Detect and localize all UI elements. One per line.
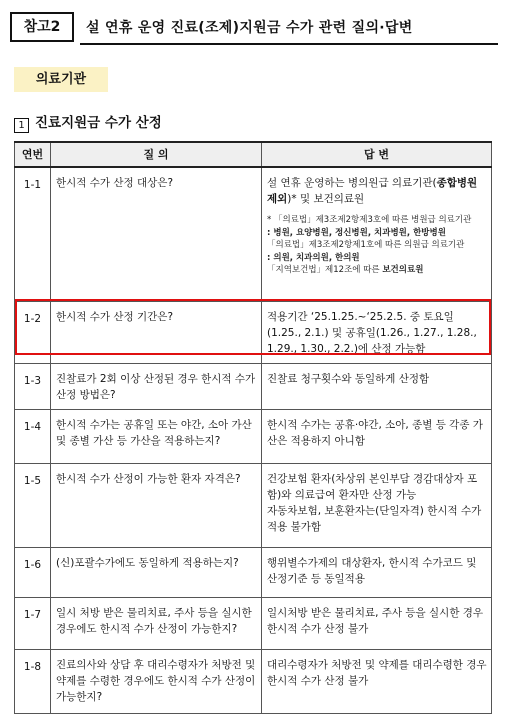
subsection-number-box: 1: [14, 118, 29, 133]
document-title: 설 연휴 운영 진료(조제)지원금 수가 관련 질의·답변: [86, 20, 413, 36]
header-question: 질 의: [51, 142, 262, 167]
table-row: [15, 463, 492, 547]
question-cell: 일시 처방 받은 물리치료, 주사 등을 실시한 경우에도 한시적 수가 산정이 가능한지?: [51, 597, 262, 649]
highlight-box: [15, 299, 491, 355]
table-row: [15, 649, 492, 713]
subsection-title-text: 진료지원금 수가 산정: [35, 115, 162, 131]
question-cell: 한시적 수가는 공휴일 또는 야간, 소아 가산 및 종별 가산 등 가산을 적용하는지?: [51, 409, 262, 463]
answer-cell: 행위별수가제의 대상환자, 한시적 수가코드 및 산정기준 등 동일적용: [262, 547, 492, 597]
row-number: 1-1: [15, 167, 51, 301]
table-row: [15, 409, 492, 463]
row-number: 1-8: [15, 649, 51, 713]
subsection-title: [14, 111, 162, 133]
answer-cell: 적용기간 ‘25.1.25.~‘25.2.5. 중 토요일(1.25., 2.1.) 및 공휴일(1.26., 1.27., 1.28., 1.29., 1.30., 2.2.)에 산정 가능함: [262, 301, 492, 363]
header-number: 연번: [15, 142, 51, 167]
question-cell: 한시적 수가 산정 기간은?: [51, 301, 262, 363]
answer-text: 설 연휴 운영하는 병의원급 의료기관(종합병원 제외)* 및 보건의료원: [267, 177, 478, 205]
answer-text: 건강보험 환자(차상위 본인부담 경감대상자 포함)와 의료급여 환자만 산정 가능: [267, 472, 478, 501]
answer-cell: 한시적 수가는 공휴·야간, 소아, 종별 등 각종 가산은 적용하지 아니함: [262, 409, 492, 463]
question-cell: (신)포괄수가에도 동일하게 적용하는지?: [51, 547, 262, 597]
table-row: [15, 363, 492, 409]
row-number: 1-5: [15, 463, 51, 547]
answer-text: 자동차보험, 보훈환자는(단일자격) 한시적 수가 적용 불가함: [267, 504, 482, 533]
reference-tag: 참고2: [10, 12, 74, 42]
section-badge: 의료기관: [14, 67, 108, 92]
title-underline: [80, 43, 498, 45]
header-answer: 답 변: [262, 142, 492, 167]
row-number: 1-7: [15, 597, 51, 649]
document-header: [10, 12, 498, 46]
row-number: 1-6: [15, 547, 51, 597]
answer-cell: [262, 167, 492, 301]
answer-cell: 일시처방 받은 물리치료, 주사 등을 실시한 경우 한시적 수가 산정 불가: [262, 597, 492, 649]
question-cell: 한시적 수가 산정 대상은?: [51, 167, 262, 301]
answer-footnote: * 「의료법」제3조제2항제3호에 따른 병원급 의료기관 : 병원, 요양병원, 정신병원, 치과병원, 한방병원 「의료법」제3조제2항제1호에 따른 의원급 의료기관 : 의원, 치과의원, 한의원 「지역보건법」제12조에 따른 보건의료원: [267, 215, 472, 275]
table-row: [15, 167, 492, 301]
row-number: 1-4: [15, 409, 51, 463]
table-row: [15, 547, 492, 597]
answer-cell: 대리수령자가 처방전 및 약제를 대리수령한 경우 한시적 수가 산정 불가: [262, 649, 492, 713]
table-header-row: [15, 142, 492, 167]
question-cell: 진찰료가 2회 이상 산정된 경우 한시적 수가 산정 방법은?: [51, 363, 262, 409]
qa-table: [14, 141, 492, 714]
question-cell: 진료의사와 상담 후 대리수령자가 처방전 및 약제를 수령한 경우에도 한시적 수가 산정이 가능한지?: [51, 649, 262, 713]
answer-cell: 진찰료 청구횟수와 동일하게 산정함: [262, 363, 492, 409]
row-number: 1-3: [15, 363, 51, 409]
answer-cell: [262, 463, 492, 547]
row-number: 1-2: [15, 301, 51, 363]
question-cell: 한시적 수가 산정이 가능한 환자 자격은?: [51, 463, 262, 547]
table-row: [15, 597, 492, 649]
